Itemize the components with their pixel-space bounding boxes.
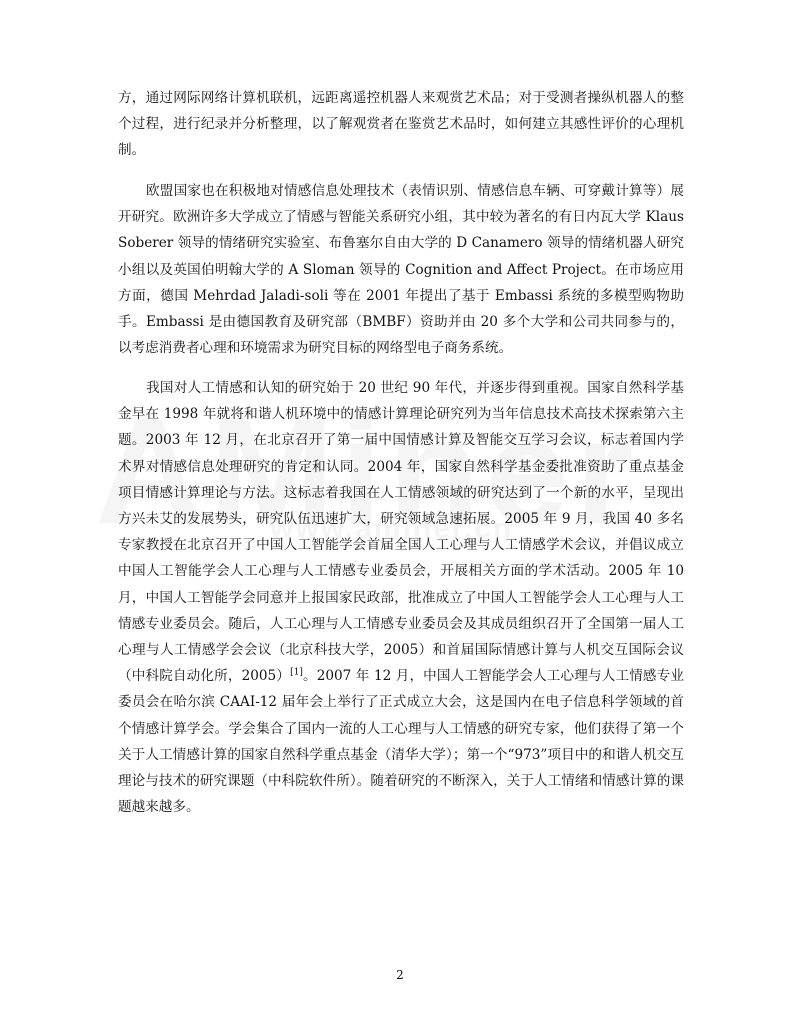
page-number: 2 bbox=[396, 968, 404, 982]
citation-reference[interactable]: [1] bbox=[290, 667, 303, 678]
paragraph-text-after-citation: 。2007 年 12 月，中国人工智能学会人工心理与人工情感专业委员会在哈尔滨 CAAI-12 届年会上举行了正式成立大会，这是国内在电子信息科学领域的首个情感计算学会。学会集合了国内一流的人工心理与人工情感的研究专家，他们获得了第一个关于人工情感计算的国家自然科学重点基金（清华大学）；第一个“973”项目中的和谐人机交互理论与技术的研究课题（中科院软件所）。随着研究的不断深入，关于人工情绪和情感计算的课题越来越多。 bbox=[118, 668, 684, 816]
paragraph-text-before-citation: 我国对人工情感和认知的研究始于 20 世纪 90 年代，并逐步得到重视。国家自然科学基金早在 1998 年就将和谐人机环境中的情感计算理论研究列为当年信息技术高技术探索第六主题。2003 年 12 月，在北京召开了第一届中国情感计算及智能交互学习会议，标志着国内学术界对情感信息处理研究的肯定和认同。2004 年，国家自然科学基金委批准资助了重点基金项目情感计算理论与方法。这标志着我国在人工情感领域的研究达到了一个新的水平，呈现出方兴未艾的发展势头，研究队伍迅速扩大，研究领域急速拓展。2005 年 9 月，我国 40 多名专家教授在北京召开了中国人工智能学会首届全国人工心理与人工情感学术会议，并倡议成立中国人工智能学会人工心理与人工情感专业委员会，开展相关方面的学术活动。2005 年 10 月，中国人工智能学会同意并上报国家民政部，批准成立了中国人工智能学会人工心理与人工情感专业委员会。随后，人工心理与人工情感专业委员会及其成员组织召开了全国第一届人工心理与人工情感学会会议（北京科技大学，2005）和首届国际情感计算与人机交互国际会议（中科院自动化所，2005） bbox=[118, 380, 684, 685]
paragraph-continuation: 方，通过网际网络计算机联机，远距离遥控机器人来观赏艺术品；对于受测者操纵机器人的整个过程，进行纪录并分析整理，以了解观赏者在鉴赏艺术品时，如何建立其感性评价的心理机制。 bbox=[118, 90, 684, 159]
paragraph-eu-research: 欧盟国家也在积极地对情感信息处理技术（表情识别、情感信息车辆、可穿戴计算等）展开研究。欧洲许多大学成立了情感与智能关系研究小组，其中较为著名的有日内瓦大学 Klaus Soberer 领导的情绪研究实验室、布鲁塞尔自由大学的 D Canamero 领导的情绪机器人研究小组以及英国伯明翰大学的 A Sloman 领导的 Cognition and Affect Project。在市场应用方面，德国 Mehrdad Jaladi-soli 等在 2001 年提出了基于 Embassi 系统的多模型购物助手。Embassi 是由德国教育及研究部（BMBF）资助并由 20 多个大学和公司共同参与的，以考虑消费者心理和环境需求为研究目标的网络型电子商务系统。 bbox=[118, 183, 684, 357]
paragraph-china-research bbox=[118, 375, 684, 820]
